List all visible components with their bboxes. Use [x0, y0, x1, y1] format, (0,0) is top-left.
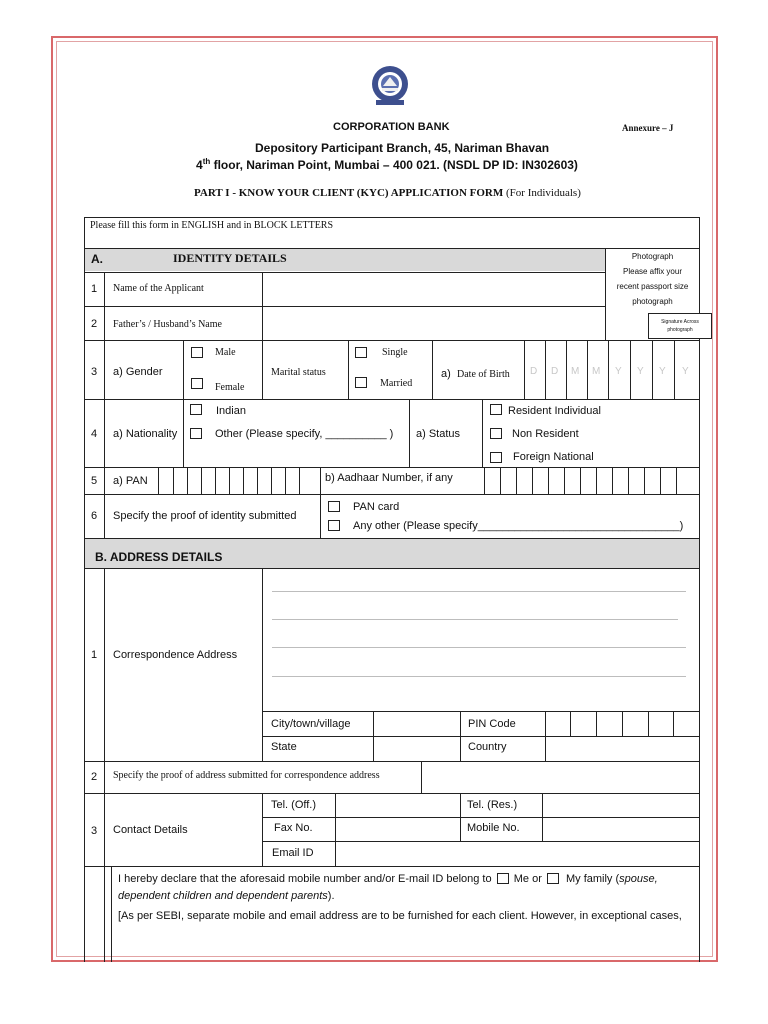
gender-female-checkbox[interactable] [191, 378, 203, 389]
status-nonresident-label: Non Resident [512, 428, 579, 440]
name-field[interactable] [264, 274, 603, 305]
country-label: Country [468, 741, 507, 753]
signature-box: Signature Across photograph [648, 313, 712, 339]
father-name-label: Father’s / Husband’s Name [113, 319, 222, 330]
pin-code-input[interactable] [546, 712, 698, 735]
tel-office-input[interactable] [336, 794, 459, 816]
tel-office-label: Tel. (Off.) [271, 799, 317, 811]
dob-prefix: a) [441, 368, 451, 380]
gender-label: a) Gender [113, 366, 163, 378]
b-row-num-1: 1 [91, 649, 98, 661]
correspondence-address-label: Correspondence Address [113, 649, 238, 661]
row-num-5: 5 [91, 475, 98, 487]
address-proof-label: Specify the proof of address submitted for correspondence address [113, 770, 380, 781]
name-label: Name of the Applicant [113, 283, 204, 294]
fax-input[interactable] [336, 818, 459, 840]
declaration-family-checkbox[interactable] [547, 873, 559, 884]
proof-other-label: Any other (Please specify_________________________________) [353, 520, 684, 532]
dob-placeholder-y3[interactable]: Y [659, 366, 666, 377]
gender-male-checkbox[interactable] [191, 347, 203, 358]
instruction-text: Please fill this form in ENGLISH and in BLOCK LETTERS [90, 220, 334, 231]
section-a-title: IDENTITY DETAILS [173, 251, 287, 265]
declaration-me-checkbox[interactable] [497, 873, 509, 884]
marital-single-label: Single [382, 347, 408, 358]
dob-placeholder-m1[interactable]: M [571, 366, 580, 377]
status-resident-label: Resident Individual [508, 405, 601, 417]
form-title: PART I - KNOW YOUR CLIENT (KYC) APPLICATION FORM (For Individuals) [194, 187, 581, 199]
row-num-2: 2 [91, 318, 98, 330]
state-input[interactable] [374, 737, 459, 760]
dob-label: Date of Birth [457, 369, 510, 380]
aadhaar-input[interactable] [485, 469, 698, 493]
marital-status-label: Marital status [271, 367, 326, 378]
proof-pan-label: PAN card [353, 501, 400, 513]
declaration-line-2: dependent children and dependent parents). [118, 890, 335, 902]
dob-placeholder-d2[interactable]: D [551, 366, 559, 377]
b-row-num-3: 3 [91, 825, 98, 837]
row-num-1: 1 [91, 283, 98, 295]
row-num-6: 6 [91, 510, 98, 522]
email-input[interactable] [336, 842, 698, 865]
correspondence-address-field[interactable] [264, 571, 698, 711]
marital-single-checkbox[interactable] [355, 347, 367, 358]
row-num-3: 3 [91, 366, 98, 378]
bank-logo-emblem [370, 62, 410, 108]
mobile-input[interactable] [543, 818, 698, 840]
status-resident-checkbox[interactable] [490, 404, 502, 415]
bank-name: CORPORATION BANK [333, 121, 450, 133]
tel-residence-input[interactable] [543, 794, 698, 816]
proof-other-checkbox[interactable] [328, 520, 340, 531]
dob-placeholder-m2[interactable]: M [592, 366, 601, 377]
declaration-line-1: I hereby declare that the aforesaid mobile number and/or E-mail ID belong to Me or My family (spouse, [118, 873, 658, 885]
fax-label: Fax No. [274, 822, 313, 834]
photo-box: Photograph Please affix your recent passport size photograph [616, 252, 689, 306]
section-a-letter: A. [91, 252, 103, 266]
nationality-indian-label: Indian [216, 405, 246, 417]
dob-placeholder-d1[interactable]: D [530, 366, 538, 377]
declaration-line-3: [As per SEBI, separate mobile and email address are to be furnished for each client. However, in exceptional cases, [118, 910, 682, 922]
section-a-header [85, 249, 605, 271]
pin-code-label: PIN Code [468, 718, 516, 730]
pan-input[interactable] [159, 469, 319, 493]
tel-residence-label: Tel. (Res.) [467, 799, 518, 811]
gender-male-label: Male [215, 347, 236, 358]
status-foreign-label: Foreign National [513, 451, 594, 463]
mobile-label: Mobile No. [467, 822, 520, 834]
state-label: State [271, 741, 297, 753]
status-foreign-checkbox[interactable] [490, 452, 502, 463]
row-num-4: 4 [91, 428, 98, 440]
gender-female-label: Female [215, 382, 245, 393]
nationality-other-label: Other (Please specify, __________ ) [215, 428, 394, 440]
identity-proof-label: Specify the proof of identity submitted [113, 510, 297, 522]
marital-married-label: Married [380, 378, 413, 389]
email-label: Email ID [272, 847, 314, 859]
address-proof-field[interactable] [422, 762, 698, 792]
contact-details-label: Contact Details [113, 824, 188, 836]
nationality-label: a) Nationality [113, 428, 178, 440]
city-input[interactable] [374, 712, 459, 735]
city-label: City/town/village [271, 718, 351, 730]
dob-placeholder-y1[interactable]: Y [615, 366, 622, 377]
nationality-other-checkbox[interactable] [190, 428, 202, 439]
pan-label: a) PAN [113, 475, 148, 487]
dob-placeholder-y4[interactable]: Y [682, 366, 689, 377]
address-line: 4th floor, Nariman Point, Mumbai – 400 021. (NSDL DP ID: IN302603) [196, 157, 578, 172]
nationality-indian-checkbox[interactable] [190, 404, 202, 415]
status-label: a) Status [416, 428, 461, 440]
branch-line: Depository Participant Branch, 45, Nariman Bhavan [255, 141, 550, 155]
marital-married-checkbox[interactable] [355, 377, 367, 388]
annexure-label: Annexure – J [622, 123, 674, 133]
b-row-num-2: 2 [91, 771, 98, 783]
father-name-field[interactable] [264, 308, 603, 339]
dob-placeholder-y2[interactable]: Y [637, 366, 644, 377]
proof-pan-checkbox[interactable] [328, 501, 340, 512]
country-input[interactable] [546, 737, 698, 760]
status-nonresident-checkbox[interactable] [490, 428, 502, 439]
section-b-title: B. ADDRESS DETAILS [95, 550, 223, 564]
aadhaar-label: b) Aadhaar Number, if any [325, 472, 453, 484]
